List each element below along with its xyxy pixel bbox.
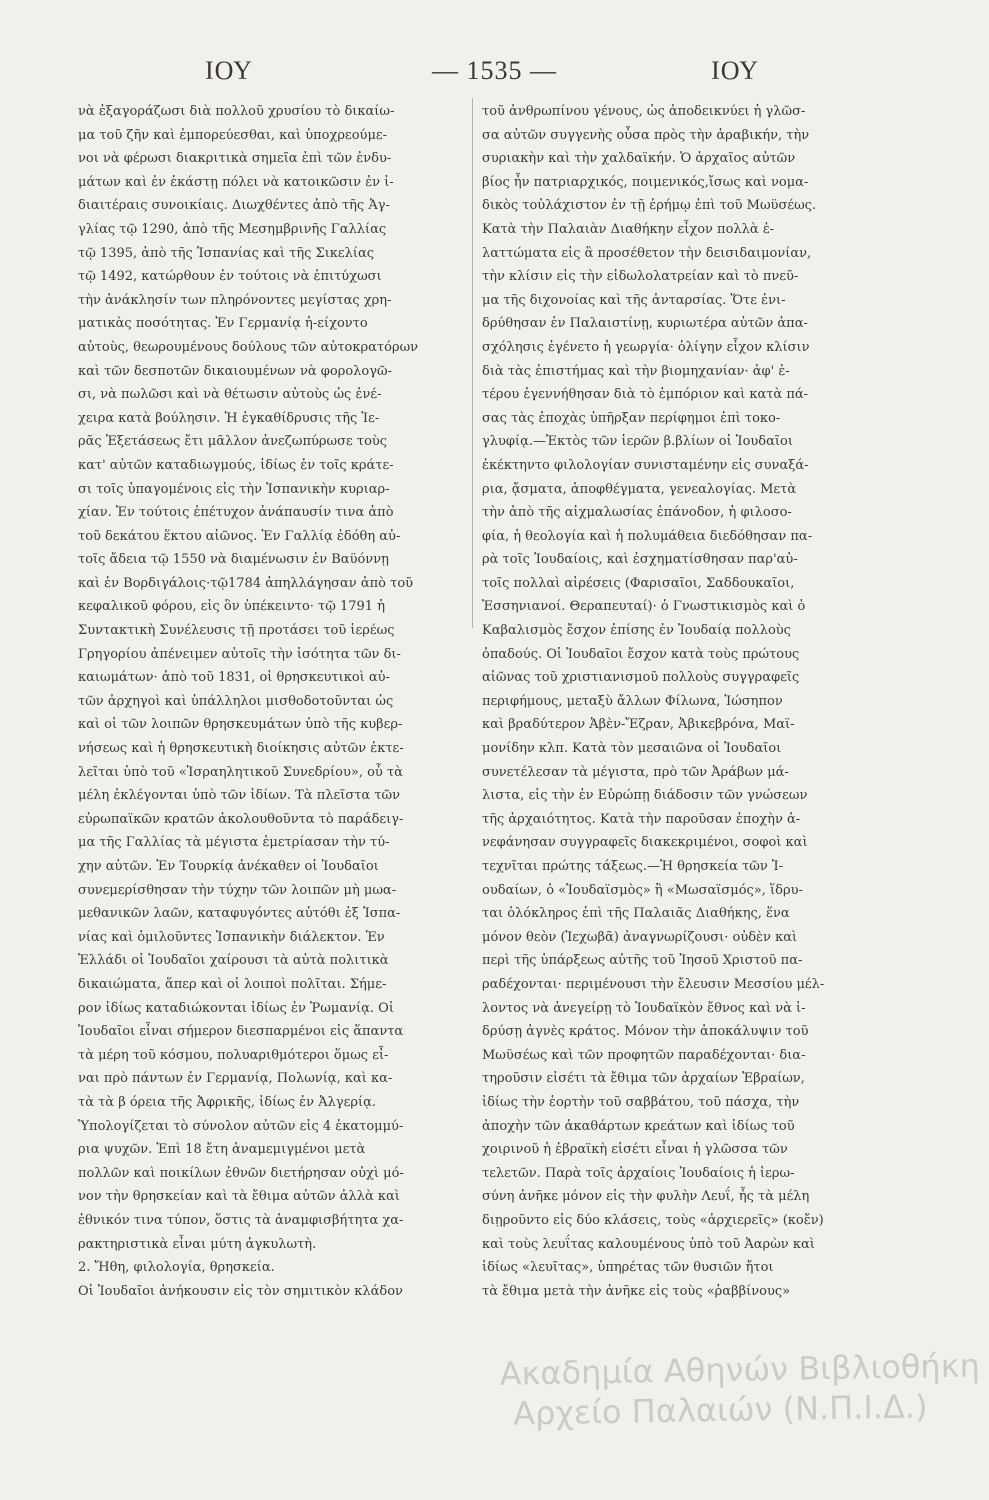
page-number: — 1535 — — [432, 56, 557, 85]
left-column — [78, 100, 460, 1303]
page-header — [60, 56, 929, 96]
right-column-text: τοῦ ἀνθρωπίνου γένους, ὡς ἀποδεικνύει ἡ γλῶσ- σα αὐτῶν συγγενὴς οὖσα πρὸς τὴν ἀραβικήν, τὴν συριακὴν καὶ τὴν χαλδαϊκήν. Ὁ ἀρχαῖος αὐτῶν βίος ἦν πατριαρχικός, ποιμενικός,ἴσως καὶ νομα- δικὸς τοὐλάχιστον ἐν τῇ ἐρήμῳ ἐπὶ τοῦ Μωϋσέως. Κατὰ τὴν Παλαιὰν Διαθήκην εἶχον πολλὰ ἐ- λαττώματα εἰς ἃ προσέθετον τὴν δεισιδαιμονίαν, τὴν κλίσιν εἰς τὴν εἰδωλολατρείαν καὶ τὸ πνεῦ- μα τῆς διχονοίας καὶ τῆς ἀνταρσίας. Ὅτε ἐνι- δρύθησαν ἐν Παλαιστίνῃ, κυριωτέρα αὐτῶν ἀπα- σχόλησις ἐγένετο ἡ γεωργία· ὀλίγην εἶχον κλίσιν διὰ τὰς ἐπιστήμας καὶ τὴν βιομηχανίαν· ἀφ' ἑ- τέρου ἐγεννήθησαν διὰ τὸ ἐμπόριον καὶ κατὰ πά- σας τὰς ἐποχὰς ὑπῆρξαν περίφημοι ἐπὶ τοκο- γλυφίᾳ.—Ἐκτὸς τῶν ἱερῶν β.βλίων οἱ Ἰουδαῖοι ἐκέκτηντο φιλολογίαν συνισταμένην εἰς συναξά- ρια, ᾄσματα, ἀποφθέγματα, γενεαλογίας. Μετὰ τὴν ἀπὸ τῆς αἰχμαλωσίας ἐπάνοδον, ἡ φιλοσο- φία, ἡ θεολογία καὶ ἡ πολυμάθεια διεδόθησαν πα- ρὰ τοῖς Ἰουδαίοις, καὶ ἐσχηματίσθησαν παρ'αὐ- τοῖς πολλαὶ αἱρέσεις (Φαρισαῖοι, Σαδδουκαῖοι, Ἐσσηνιανοί. Θεραπευταί)· ὁ Γνωστικισμὸς καὶ ὁ Καβαλισμὸς ἔσχον ἐπίσης ἐν Ἰουδαίᾳ πολλοὺς ὀπαδούς. Οἱ Ἰουδαῖοι ἔσχον κατὰ τοὺς πρώτους αἰῶνας τοῦ χριστιανισμοῦ πολλοὺς συγγραφεῖς περιφήμους, μεταξὺ ἄλλων Φίλωνα, Ἰώσηπον καὶ βραδύτερον Ἀβὲν-Ἔζραν, Ἀβικεβρόνα, Μαϊ- μονίδην κλπ. Κατὰ τὸν μεσαιῶνα οἱ Ἰουδαῖοι συνετέλεσαν τὰ μέγιστα, πρὸ τῶν Ἀράβων μά- λιστα, εἰς τὴν ἐν Εὐρώπῃ διάδοσιν τῶν γνώσεων τῆς ἀρχαιότητος. Κατὰ τὴν παροῦσαν ἐποχὴν ἀ- νεφάνησαν συγγραφεῖς διακεκριμένοι, σοφοὶ καὶ τεχνῖται πρώτης τάξεως.—Ἡ θρησκεία τῶν Ἰ- ουδαίων, ὁ «Ἰουδαϊσμὸς» ἢ «Μωσαϊσμός», ἵδρυ- ται ὁλόκληρος ἐπὶ τῆς Παλαιᾶς Διαθήκης, ἕνα μόνον θεὸν (Ἰεχωβᾶ) ἀναγνωρίζουσι· οὐδὲν καὶ περὶ τῆς ὑπάρξεως αὐτῆς τοῦ Ἰησοῦ Χριστοῦ πα- ραδέχονται· περιμένουσι τὴν ἔλευσιν Μεσσίου μέλ- λοντος νὰ ἀνεγείρῃ τὸ Ἰουδαϊκὸν ἔθνος καὶ νὰ ἱ- δρύσῃ ἀγνὲς κράτος. Μόνον τὴν ἀποκάλυψιν τοῦ Μωϋσέως καὶ τῶν προφητῶν παραδέχονται· δια- τηροῦσιν εἰσέτι τὰ ἔθιμα τῶν ἀρχαίων Ἑβραίων, ἰδίως τὴν ἑορτὴν τοῦ σαββάτου, τοῦ πάσχα, τὴν ἀποχὴν τῶν ἀκαθάρτων κρεάτων καὶ ἰδίως τοῦ χοιρινοῦ ἡ ἑβραϊκὴ εἰσέτι εἶναι ἡ γλῶσσα τῶν τελετῶν. Παρὰ τοῖς ἀρχαίοις Ἰουδαίοις ἡ ἱερω- σύνη ἀνῆκε μόνον εἰς τὴν φυλὴν Λευΐ, ἧς τὰ μέλη διῃροῦντο εἰς δύο κλάσεις, τοὺς «ἀρχιερεῖς» (κοἔν) καὶ τοὺς λευΐτας καλουμένους ὑπὸ τοῦ Ἀαρὼν καὶ ἰδίως «λευῖτας», ὑπηρέτας τῶν θυσιῶν ἤτοι τὰ ἔθιμα μετὰ τὴν ἀνῆκε εἰς τοὺς «ῥαββίνους» — [482, 104, 825, 1299]
left-column-text: νὰ ἐξαγοράζωσι διὰ πολλοῦ χρυσίου τὸ δικαίω- μα τοῦ ζῆν καὶ ἐμπορεύεσθαι, καὶ ὑποχρεούμε- νοι νὰ φέρωσι διακριτικὰ σημεῖα ἐπὶ τῶν ἐνδυ- μάτων καὶ ἐν ἑκάστῃ πόλει νὰ κατοικῶσιν ἐν ἰ- διαιτέραις συνοικίαις. Διωχθέντες ἀπὸ τῆς Ἀγ- γλίας τῷ 1290, ἀπὸ τῆς Μεσημβρινῆς Γαλλίας τῷ 1395, ἀπὸ τῆς Ἱσπανίας καὶ τῆς Σικελίας τῷ 1492, κατώρθουν ἐν τούτοις νὰ ἐπιτύχωσι τὴν ἀνάκλησίν των πληρόνοντες μεγίστας χρη- ματικὰς ποσότητας. Ἐν Γερμανίᾳ ἠ-είχοντο αὐτοὺς, θεωρουμένους δούλους τῶν αὐτοκρατόρων καὶ τῶν δεσποτῶν δικαιουμένων νὰ φορολογῶ- σι, νὰ πωλῶσι καὶ νὰ θέτωσιν αὐτοὺς ὡς ἐνέ- χειρα κατὰ βούλησιν. Ἡ ἐγκαθίδρυσις τῆς Ἱε- ρᾶς Ἐξετάσεως ἔτι μᾶλλον ἀνεζωπύρωσε τοὺς κατ' αὐτῶν καταδιωγμούς, ἰδίως ἐν τοῖς κράτε- σι τοῖς ὑπαγομένοις εἰς τὴν Ἱσπανικὴν κυριαρ- χίαν. Ἐν τούτοις ἐπέτυχον ἀνάπαυσίν τινα ἀπὸ τοῦ δεκάτου ἕκτου αἰῶνος. Ἐν Γαλλίᾳ ἐδόθη αὐ- τοῖς ἄδεια τῷ 1550 νὰ διαμένωσιν ἐν Βαϋόννῃ καὶ ἐν Βορδιγάλοις·τῷ1784 ἀπηλλάγησαν ἀπὸ τοῦ κεφαλικοῦ φόρου, εἰς ὃν ὑπέκειντο· τῷ 1791 ἡ Συντακτικὴ Συνέλευσις τῇ προτάσει τοῦ ἱερέως Γρηγορίου ἀπένειμεν αὐτοῖς τὴν ἰσότητα τῶν δι- καιωμάτων· ἀπὸ τοῦ 1831, οἱ θρησκευτικοὶ αὐ- τῶν ἀρχηγοὶ καὶ ὑπάλληλοι μισθοδοτοῦνται ὡς καὶ οἱ τῶν λοιπῶν θρησκευμάτων ὑπὸ τῆς κυβερ- νήσεως καὶ ἡ θρησκευτικὴ διοίκησις αὐτῶν ἐκτε- λεῖται ὑπὸ τοῦ «Ἰσραηλητικοῦ Συνεδρίου», οὗ τὰ μέλη ἐκλέγονται ὑπὸ τῶν ἰδίων. Τὰ πλεῖστα τῶν εὐρωπαϊκῶν κρατῶν ἀκολουθοῦντα τὸ παράδειγ- μα τῆς Γαλλίας τὰ μέγιστα ἐμετρίασαν τὴν τύ- χην αὐτῶν. Ἐν Τουρκίᾳ ἀνέκαθεν οἱ Ἰουδαῖοι συνεμερίσθησαν τὴν τύχην τῶν λοιπῶν μὴ μωα- μεθανικῶν λαῶν, καταφυγόντες αὐτόθι ἐξ Ἱσπα- νίας καὶ ὁμιλοῦντες Ἱσπανικὴν διάλεκτον. Ἐν Ἑλλάδι οἱ Ἰουδαῖοι χαίρουσι τὰ αὐτὰ πολιτικὰ δικαιώματα, ἅπερ καὶ οἱ λοιποὶ πολῖται. Σήμε- ρον ἰδίως καταδιώκονται ἰδίως ἐν Ῥωμανίᾳ. Οἱ Ἰουδαῖοι εἶναι σήμερον διεσπαρμένοι εἰς ἅπαντα τὰ μέρη τοῦ κόσμου, πολυαριθμότεροι ὅμως εἶ- ναι πρὸ πάντων ἐν Γερμανίᾳ, Πολωνίᾳ, καὶ κα- τὰ τὰ β όρεια τῆς Ἀφρικῆς, ἰδίως ἐν Ἀλγερίᾳ. Ὑπολογίζεται τὸ σύνολον αὐτῶν εἰς 4 ἑκατομμύ- ρια ψυχῶν. Ἐπὶ 18 ἔτη ἀναμεμιγμένοι μετὰ πολλῶν καὶ ποικίλων ἐθνῶν διετήρησαν οὐχὶ μό- νον τὴν θρησκείαν καὶ τὰ ἔθιμα αὐτῶν ἀλλὰ καὶ ἐθνικόν τινα τύπον, ὅστις τὰ ἀναμφισβήτητα χα- ρακτηριστικὰ εἶναι μύτη ἀγκυλωτὴ. 2. Ἤθη, φιλολογία, θρησκεία. Οἱ Ἰουδαῖοι ἀνήκουσιν εἰς τὸν σημιτικὸν κλάδον — [78, 104, 419, 1299]
column-divider — [472, 98, 473, 628]
right-column — [482, 100, 864, 1303]
library-watermark — [499, 1346, 981, 1434]
header-right-title: ΙΟΥ — [711, 56, 759, 85]
watermark-line-1: Ακαδημία Αθηνών Βιβλιοθήκη — [499, 1346, 981, 1393]
watermark-line-2: Αρχείο Παλαιών (Ν.Π.Ι.Δ.) — [512, 1387, 928, 1433]
header-left-title: ΙΟΥ — [205, 56, 253, 85]
